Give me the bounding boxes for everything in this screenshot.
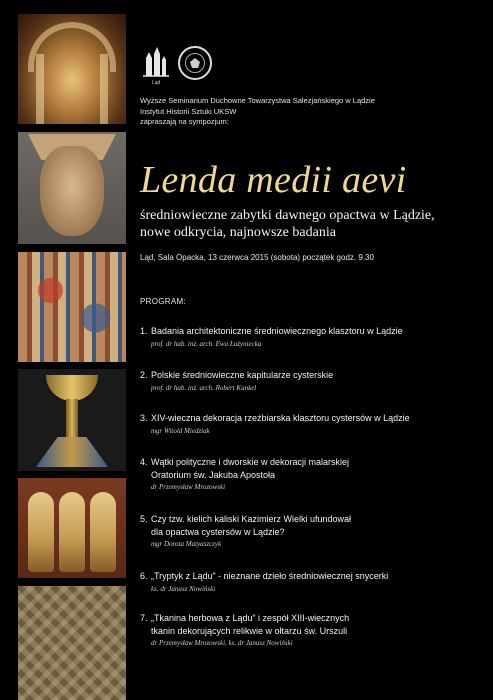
item-speaker: mgr Dorota Matyaszczyk bbox=[151, 540, 222, 548]
organizer-line: Instytut Historii Sztuki UKSW bbox=[140, 106, 237, 116]
carved-head bbox=[40, 146, 104, 236]
seminary-logo-icon bbox=[143, 46, 169, 78]
item-speaker: mgr Witold Miedziak bbox=[151, 426, 210, 435]
item-title: Czy tzw. kielich kaliski Kazimierz Wielki ufundował bbox=[151, 514, 352, 524]
program-item bbox=[140, 412, 485, 435]
item-title: Wątki polityczne i dworskie w dekoracji malarskiej bbox=[151, 457, 350, 467]
item-speaker: prof. dr hab. inż. arch. Ewa Łużyniecka bbox=[151, 339, 262, 348]
program-item bbox=[140, 612, 485, 647]
chalice-base bbox=[36, 437, 108, 467]
chalice-stem bbox=[66, 399, 78, 439]
item-title: Polskie średniowieczne kapitularze cysterskie bbox=[151, 370, 334, 380]
column bbox=[36, 54, 44, 124]
venue-datetime: Ląd, Sala Opacka, 13 czerwca 2015 (sobota) początek godz. 9.30 bbox=[140, 253, 374, 262]
triptych-figure bbox=[90, 492, 116, 572]
photo-heraldic-fabric bbox=[18, 586, 126, 700]
photo-strip bbox=[18, 14, 126, 700]
program-item bbox=[140, 456, 485, 491]
item-number: 1. bbox=[140, 326, 148, 336]
triptych-figure bbox=[28, 492, 54, 572]
organizer-line: zapraszają na sympozjum: bbox=[140, 117, 229, 126]
lad-logo-label: Ląd bbox=[152, 80, 161, 86]
triptych-figure bbox=[59, 492, 85, 572]
subtitle-line: średniowieczne zabytki dawnego opactwa w Lądzie, bbox=[140, 208, 435, 223]
item-speaker: dr Przemysław Mrozowski, ks. dr Janusz Nowiński bbox=[151, 639, 293, 647]
organizer-line: Wyższe Seminarium Duchowne Towarzystwa Salezjańskiego w Lądzie bbox=[140, 96, 375, 105]
photo-gothic-interior bbox=[18, 14, 126, 124]
item-number: 6. bbox=[140, 571, 148, 581]
program-item bbox=[140, 513, 485, 548]
item-number: 3. bbox=[140, 413, 148, 423]
photo-wall-painting bbox=[18, 252, 126, 362]
item-title: „Tkanina herbowa z Lądu” i zespół XIII-wiecznych bbox=[151, 613, 350, 623]
item-title: XIV-wieczna dekoracja rzeźbiarska klasztoru cystersów w Lądzie bbox=[151, 413, 410, 423]
event-subtitle bbox=[140, 207, 480, 241]
item-title-cont: tkanin dekorujących relikwie w ołtarzu św. Urszuli bbox=[151, 625, 348, 636]
program-item bbox=[140, 369, 485, 392]
item-speaker: prof. dr hab. inż. arch. Robert Kunkel bbox=[151, 383, 257, 392]
item-number: 4. bbox=[140, 457, 148, 467]
photo-chalice bbox=[18, 369, 126, 471]
uksw-seal-icon bbox=[178, 46, 212, 80]
column bbox=[100, 54, 108, 124]
program-heading: PROGRAM: bbox=[140, 297, 186, 306]
event-title: Lenda medii aevi bbox=[140, 159, 407, 201]
program-item bbox=[140, 325, 485, 348]
subtitle-line: nowe odkrycia, najnowsze badania bbox=[140, 225, 336, 240]
photo-stone-head-capital bbox=[18, 132, 126, 244]
item-speaker: dr Przemysław Mrozowski bbox=[151, 483, 226, 491]
program-item bbox=[140, 570, 485, 593]
item-number: 5. bbox=[140, 514, 148, 524]
photo-triptych bbox=[18, 478, 126, 578]
item-title: Badania architektoniczne średniowiecznego klasztoru w Lądzie bbox=[151, 326, 403, 336]
chalice-cup bbox=[46, 375, 98, 401]
item-number: 2. bbox=[140, 370, 148, 380]
organizers bbox=[140, 96, 470, 128]
item-title-cont: dla opactwa cystersów w Lądzie? bbox=[151, 526, 285, 537]
item-number: 7. bbox=[140, 613, 148, 623]
item-title-cont: Oratorium św. Jakuba Apostoła bbox=[151, 469, 276, 480]
item-speaker: ks. dr Janusz Nowiński bbox=[151, 584, 216, 593]
item-title: „Tryptyk z Lądu” - nieznane dzieło średniowiecznej snycerki bbox=[151, 571, 389, 581]
